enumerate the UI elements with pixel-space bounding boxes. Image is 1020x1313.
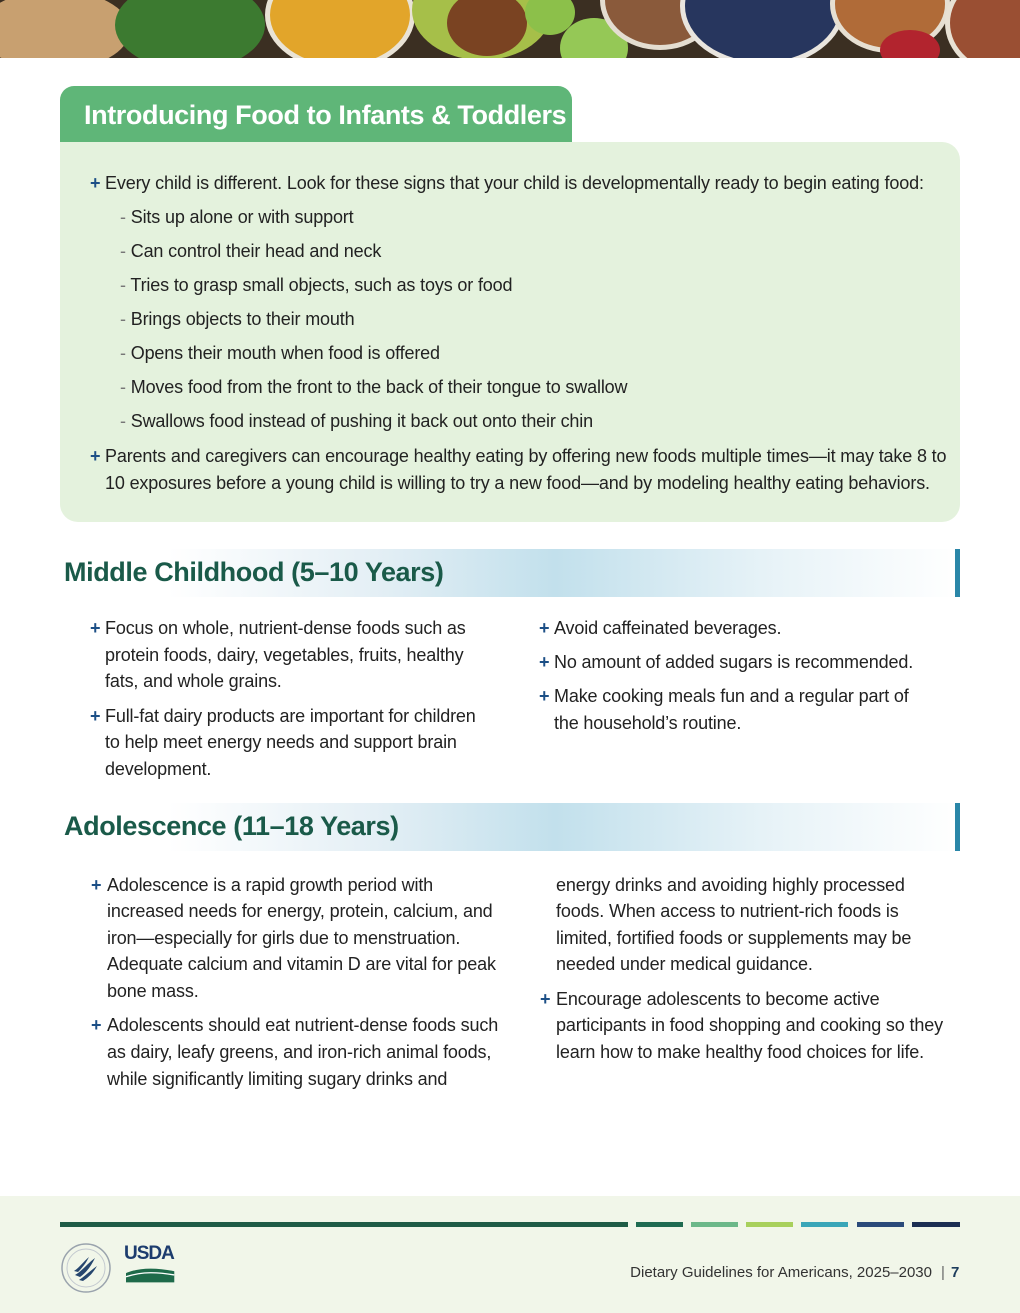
- sign-text: Swallows food instead of pushing it back out onto their chin: [130, 411, 594, 431]
- list-item: [120, 204, 354, 231]
- footer-rule-segment: [801, 1222, 848, 1227]
- bullet-plus-icon: +: [91, 1015, 102, 1035]
- footer-rule-segment: [746, 1222, 793, 1227]
- dash-marker: -: [120, 411, 126, 431]
- food-banner-image: [0, 0, 1020, 58]
- bullet-line: learn how to make healthy food choices for life.: [556, 1042, 925, 1062]
- caregiver-advice-line: 10 exposures before a young child is willing to try a new food—and by modeling healthy eating behaviors.: [105, 473, 930, 493]
- bullet-plus-icon: +: [90, 173, 101, 193]
- bullet-line: limited, fortified foods or supplements may be: [556, 928, 912, 948]
- usda-logo-text: USDA: [124, 1243, 174, 1264]
- footer-rule: [60, 1222, 628, 1227]
- dash-marker: -: [120, 241, 126, 261]
- bullet-line: iron—especially for girls due to menstruation.: [107, 928, 461, 948]
- bullet-plus-icon: +: [540, 989, 551, 1009]
- broccoli-shape: [115, 0, 265, 58]
- bullet-line: protein foods, dairy, vegetables, fruits, healthy: [105, 645, 464, 665]
- bullet-plus-icon: +: [90, 446, 101, 466]
- bullet-plus-icon: +: [539, 618, 550, 638]
- header-accent-bar: [955, 549, 960, 597]
- bullet-line: participants in food shopping and cooking so they: [556, 1015, 943, 1035]
- bullet-line: bone mass.: [107, 981, 199, 1001]
- bullet-line: energy drinks and avoiding highly processed: [556, 875, 905, 895]
- footer-separator: |: [941, 1264, 945, 1281]
- adolescence-header: [60, 803, 960, 851]
- infants-section-title: Introducing Food to Infants & Toddlers: [60, 86, 572, 144]
- dash-marker: -: [120, 275, 126, 295]
- bullet-line: Make cooking meals fun and a regular part of: [554, 686, 909, 706]
- hhs-seal-icon: [60, 1242, 112, 1294]
- bullet-line: Focus on whole, nutrient-dense foods such as: [105, 618, 466, 638]
- footer-rule-segment: [636, 1222, 683, 1227]
- publication-title: Dietary Guidelines for Americans, 2025–2030: [630, 1264, 932, 1281]
- usda-landscape-icon: [126, 1265, 178, 1283]
- footer-rule-segment: [912, 1222, 960, 1227]
- dash-marker: -: [120, 377, 126, 397]
- middle-childhood-title: Middle Childhood (5–10 Years): [64, 557, 444, 587]
- dash-marker: -: [120, 309, 126, 329]
- bullet-line: the household’s routine.: [554, 713, 742, 733]
- dash-marker: -: [120, 207, 126, 227]
- sign-text: Moves food from the front to the back of their tongue to swallow: [130, 377, 628, 397]
- caregiver-advice-line: Parents and caregivers can encourage healthy eating by offering new foods multiple times—it may take 8 to: [105, 446, 947, 466]
- bullet-line: Full-fat dairy products are important for children: [105, 706, 476, 726]
- sign-text: Can control their head and neck: [130, 241, 382, 261]
- blueberry-bowl-shape: [680, 0, 845, 58]
- bullet-line: Avoid caffeinated beverages.: [554, 618, 782, 638]
- bullet-line: Adolescence is a rapid growth period with: [107, 875, 434, 895]
- sign-text: Opens their mouth when food is offered: [130, 343, 440, 363]
- list-item: [120, 306, 354, 333]
- bullet-line: while significantly limiting sugary drinks and: [107, 1069, 448, 1089]
- bullet-line: development.: [105, 759, 212, 779]
- sign-text: Tries to grasp small objects, such as toys or food: [130, 275, 513, 295]
- bullet-line: to help meet energy needs and support brain: [105, 732, 457, 752]
- page-number: 7: [951, 1264, 960, 1281]
- sign-text: Brings objects to their mouth: [130, 309, 355, 329]
- bullet-line: Encourage adolescents to become active: [556, 989, 880, 1009]
- list-item: [120, 340, 440, 367]
- bullet-line: foods. When access to nutrient-rich foods is: [556, 901, 899, 921]
- bullet-plus-icon: +: [539, 686, 550, 706]
- sign-text: Sits up alone or with support: [130, 207, 354, 227]
- usda-logo-icon: [124, 1243, 180, 1285]
- ginger-root-shape: [0, 0, 130, 58]
- readiness-intro-text: Every child is different. Look for these signs that your child is developmentally ready to begin eating food:: [105, 173, 924, 193]
- bullet-line: increased needs for energy, protein, calcium, and: [107, 901, 493, 921]
- bullet-plus-icon: +: [90, 706, 101, 726]
- footer-rule-segment: [691, 1222, 738, 1227]
- adolescence-title: Adolescence (11–18 Years): [64, 811, 399, 841]
- middle-childhood-header: [60, 549, 960, 597]
- bullet-plus-icon: +: [90, 618, 101, 638]
- turmeric-bowl-shape: [265, 0, 415, 58]
- list-item: [120, 374, 627, 401]
- bullet-plus-icon: +: [91, 875, 102, 895]
- list-item: [120, 408, 593, 435]
- bullet-line: fats, and whole grains.: [105, 671, 282, 691]
- bullet-line: No amount of added sugars is recommended.: [554, 652, 914, 672]
- list-item: [120, 272, 512, 299]
- grain-bowl-shape: [945, 0, 1020, 58]
- bullet-plus-icon: +: [539, 652, 550, 672]
- header-accent-bar: [955, 803, 960, 851]
- bullet-line: as dairy, leafy greens, and iron-rich animal foods,: [107, 1042, 492, 1062]
- bullet-line: Adolescents should eat nutrient-dense foods such: [107, 1015, 499, 1035]
- footer-rule-segment: [857, 1222, 904, 1227]
- dash-marker: -: [120, 343, 126, 363]
- bullet-line: Adequate calcium and vitamin D are vital for peak: [107, 954, 496, 974]
- list-item: [120, 238, 381, 265]
- bullet-line: needed under medical guidance.: [556, 954, 813, 974]
